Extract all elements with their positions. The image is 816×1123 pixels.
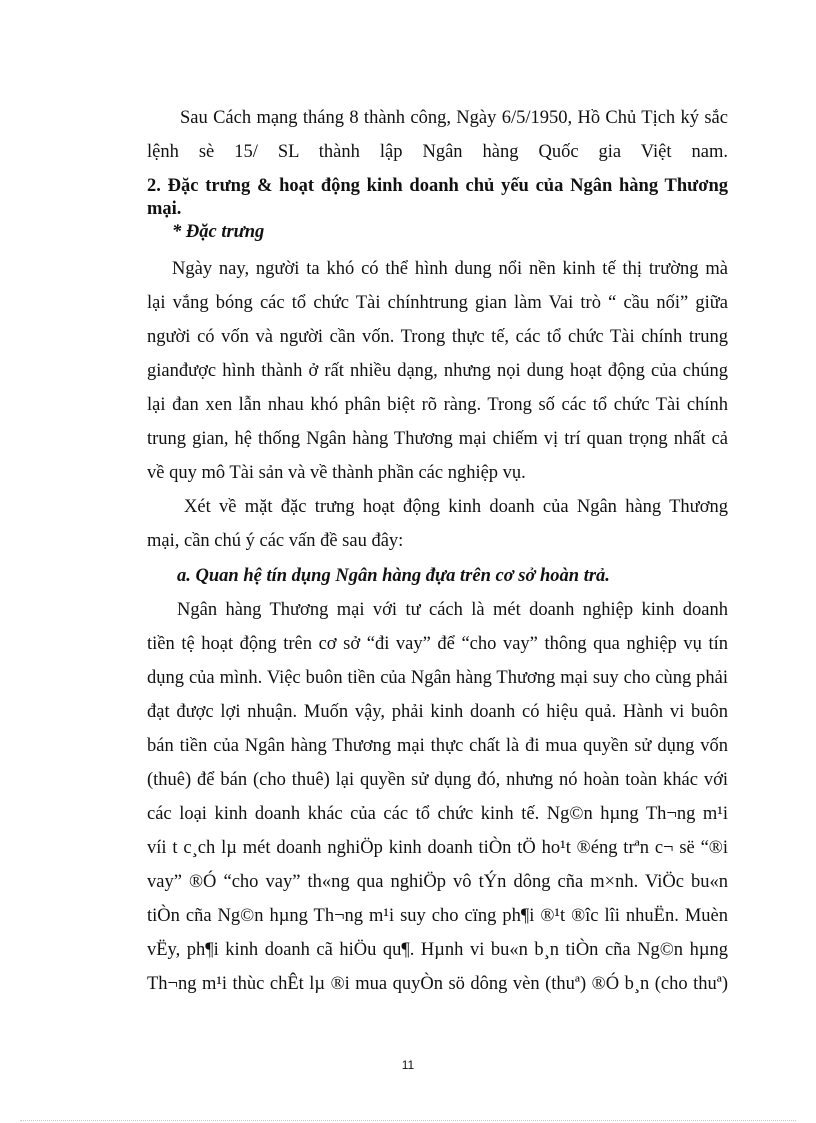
paragraph-line: người có vốn và người cần vốn. Trong thực tế, các tổ chức Tài chính trung (147, 327, 728, 347)
paragraph-line: vay” ®Ó “cho vay” th«ng qua nghiÖp vô tÝn dông cña m×nh. ViÖc bu«n (147, 872, 728, 892)
paragraph-line: tiền tệ hoạt động trên cơ sở “đi vay” để “cho vay” thông qua nghiệp vụ tín (147, 634, 728, 654)
paragraph-line: Th¬ng m¹i thùc chÊt lµ ®i mua quyÒn sö dông vèn (thuª) ®Ó b¸n (cho thuª) (147, 974, 728, 994)
paragraph-line: đạt được lợi nhuận. Muốn vậy, phải kinh doanh có hiệu quả. Hành vi buôn (147, 702, 728, 722)
paragraph-line: Ngân hàng Thương mại với tư cách là mét doanh nghiệp kinh doanh (177, 600, 728, 620)
paragraph-line: về quy mô Tài sản và về thành phần các nghiệp vụ. (147, 463, 526, 483)
paragraph-line: vËy, ph¶i kinh doanh cã hiÖu qu¶. Hµnh vi bu«n b¸n tiÒn cña Ng©n hµng (147, 940, 728, 960)
paragraph-line: tiÒn cña Ng©n hµng Th¬ng m¹i suy cho cïng ph¶i ®¹t ®îc lîi nhuËn. Muèn (147, 906, 728, 926)
section-heading: 2. Đặc trưng & hoạt động kinh doanh chủ yếu của Ngân hàng Thương (147, 176, 728, 196)
paragraph-line: mại, cần chú ý các vấn đề sau đây: (147, 531, 404, 551)
paragraph-line: bán tiền của Ngân hàng Thương mại thực chất là đi mua quyền sử dụng vốn (147, 736, 728, 756)
paragraph-line: Xét về mặt đặc trưng hoạt động kinh doanh của Ngân hàng Thương (184, 497, 728, 517)
paragraph-line: lại đan xen lẫn nhau khó phân biệt rõ ràng. Trong số các tổ chức Tài chính (147, 395, 728, 415)
paragraph-line: (thuê) để bán (cho thuê) lại quyền sử dụng đó, nhưng nó hoàn toàn khác với (147, 770, 728, 790)
paragraph-line: dụng của mình. Việc buôn tiền của Ngân hàng Thương mại suy cho cùng phải (147, 668, 728, 688)
paragraph-line: trung gian, hệ thống Ngân hàng Thương mại chiếm vị trí quan trọng nhất cả (147, 429, 728, 449)
paragraph-line: lệnh sè 15/ SL thành lập Ngân hàng Quốc gia Việt nam. (147, 142, 728, 162)
subheading: * Đặc trưng (172, 222, 265, 242)
paragraph-line: Sau Cách mạng tháng 8 thành công, Ngày 6/5/1950, Hồ Chủ Tịch ký sắc (180, 108, 728, 128)
page-bottom-rule (20, 1120, 796, 1121)
paragraph-line: víi t c¸ch lµ mét doanh nghiÖp kinh doanh tiÒn tÖ ho¹t ®éng trªn c¬ së “®i (147, 838, 728, 858)
paragraph-line: gianđược hình thành ở rất nhiều dạng, nhưng nọi dung hoạt động của chúng (147, 361, 728, 381)
page-number: 11 (401, 1058, 415, 1072)
paragraph-line: Ngày nay, người ta khó có thể hình dung nổi nền kinh tế thị trường mà (172, 259, 728, 279)
paragraph-line: các loại kinh doanh khác của các tổ chức kinh tế. Ng©n hµng Th¬ng m¹i (147, 804, 728, 824)
paragraph-line: lại vắng bóng các tổ chức Tài chínhtrung gian làm Vai trò “ cầu nối” giữa (147, 293, 728, 313)
section-heading: mại. (147, 199, 182, 219)
subheading: a. Quan hệ tín dụng Ngân hàng đựa trên cơ sở hoàn trả. (177, 566, 610, 586)
